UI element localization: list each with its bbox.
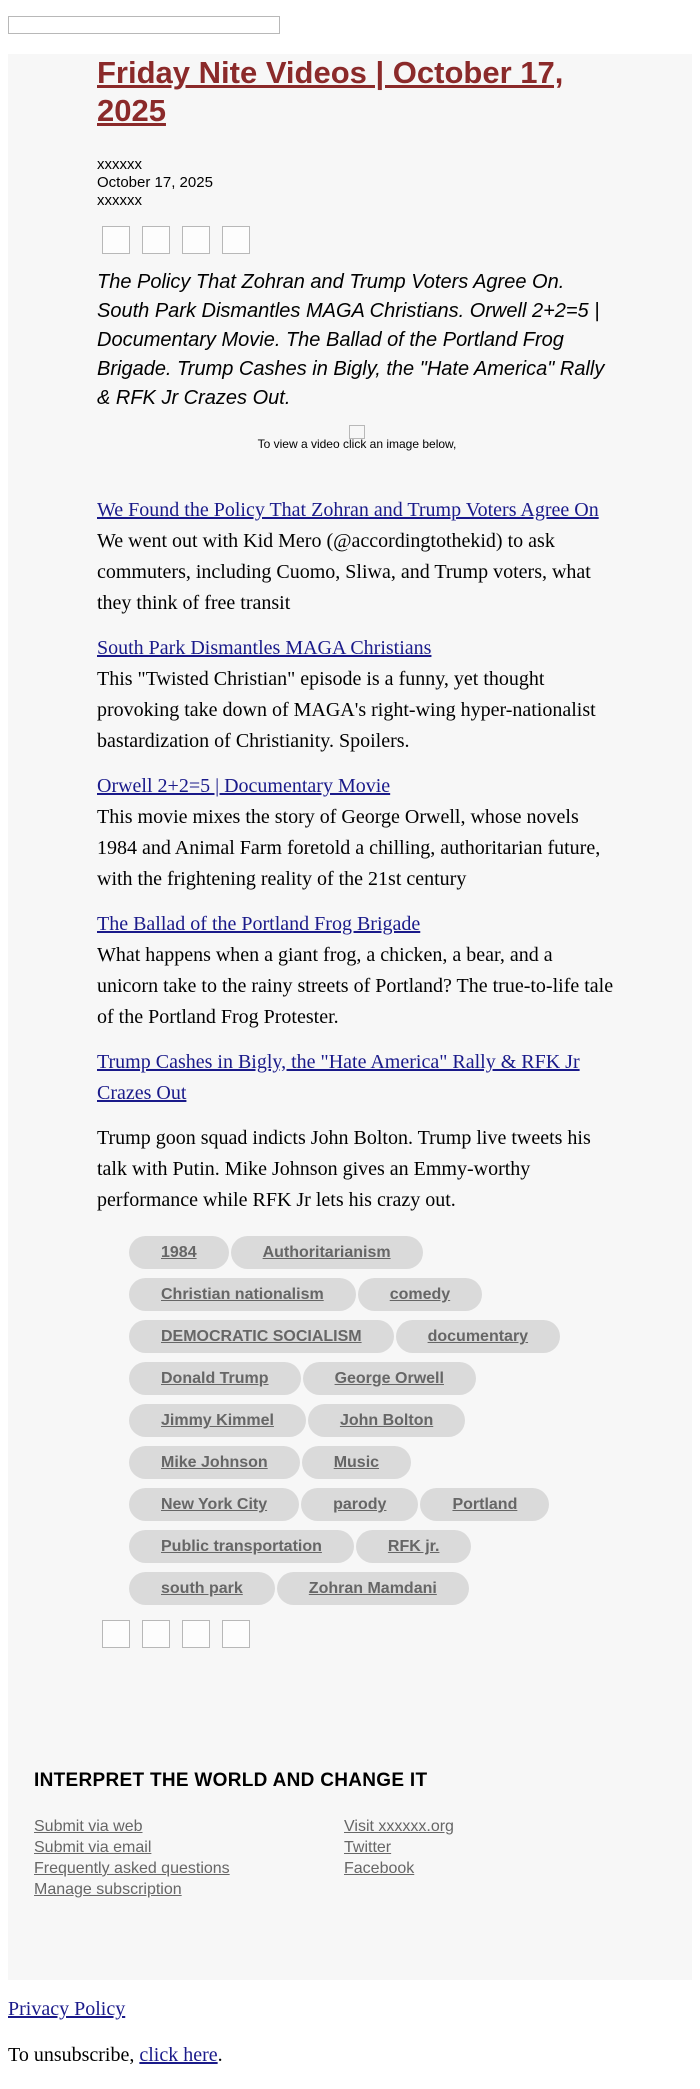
video-description: Trump goon squad indicts John Bolton. Trump live tweets his talk with Putin. Mike Johnson gives an Emmy-worthy performance while RFK Jr lets his crazy out. <box>97 1127 591 1211</box>
tag-link[interactable]: 1984 <box>129 1236 229 1269</box>
unsubscribe-prefix: To unsubscribe, <box>8 2044 140 2066</box>
video-link[interactable]: Orwell 2+2=5 | Documentary Movie <box>97 775 391 797</box>
video-item <box>97 909 617 1033</box>
summary-text: The Policy That Zohran and Trump Voters Agree On. South Park Dismantles MAGA Christians. Orwell 2+2=5 | Documentary Movie. The Ballad of the Portland Frog Brigade. Trump Cashes in Bigly, the "Hate America" Rally & RFK Jr Crazes Out. <box>97 271 605 409</box>
share-icon[interactable] <box>222 226 250 254</box>
share-icon[interactable] <box>102 1620 130 1648</box>
tag-link[interactable]: parody <box>301 1488 418 1521</box>
header-logo-image[interactable] <box>8 16 280 34</box>
footer-columns <box>34 1816 674 1900</box>
tag-link[interactable]: Zohran Mamdani <box>277 1572 469 1605</box>
footer-heading: INTERPRET THE WORLD AND CHANGE IT <box>34 1770 428 1791</box>
tag-link[interactable]: RFK jr. <box>356 1530 472 1563</box>
tag-link[interactable]: Donald Trump <box>129 1362 301 1395</box>
tag-link[interactable]: comedy <box>358 1278 482 1311</box>
share-icons-bottom <box>97 1620 617 1648</box>
meta-bottom: xxxxxx <box>97 192 142 209</box>
post-meta <box>97 156 617 210</box>
video-description: This movie mixes the story of George Orwell, whose novels 1984 and Animal Farm foretold a chilling, authoritarian future, with the frightening reality of the 21st century <box>97 806 601 890</box>
share-icon[interactable] <box>182 226 210 254</box>
faq-link[interactable]: Frequently asked questions <box>34 1860 230 1877</box>
unsubscribe-link[interactable]: click here <box>139 2044 218 2066</box>
share-icon[interactable] <box>142 1620 170 1648</box>
share-icon[interactable] <box>102 226 130 254</box>
tag-link[interactable]: George Orwell <box>303 1362 476 1395</box>
tag-link[interactable]: Public transportation <box>129 1530 354 1563</box>
tag-link[interactable]: John Bolton <box>308 1404 465 1437</box>
share-icon[interactable] <box>182 1620 210 1648</box>
tag-link[interactable]: New York City <box>129 1488 299 1521</box>
newsletter-content <box>97 54 617 1648</box>
tag-link[interactable]: Music <box>302 1446 411 1479</box>
video-item <box>97 495 617 619</box>
video-item <box>97 633 617 757</box>
legal-footer <box>8 1996 223 2068</box>
tag-link[interactable]: Portland <box>420 1488 549 1521</box>
unsubscribe-suffix: . <box>217 2044 223 2066</box>
footer <box>34 1770 674 1900</box>
submit-email-link[interactable]: Submit via email <box>34 1839 152 1856</box>
view-note-text: To view a video click an image below, <box>257 437 457 451</box>
video-link[interactable]: We Found the Policy That Zohran and Trump Voters Agree On <box>97 499 599 521</box>
privacy-policy-link[interactable]: Privacy Policy <box>8 1998 126 2020</box>
share-icon[interactable] <box>142 226 170 254</box>
footer-left-column <box>34 1816 344 1900</box>
video-link[interactable]: The Ballad of the Portland Frog Brigade <box>97 913 421 935</box>
view-note <box>97 425 617 449</box>
post-date: October 17, 2025 <box>97 174 213 191</box>
video-description: We went out with Kid Mero (@accordingtothekid) to ask commuters, including Cuomo, Sliwa, and Trump voters, what they think of free transit <box>97 530 591 614</box>
tag-link[interactable]: Christian nationalism <box>129 1278 356 1311</box>
visit-site-link[interactable]: Visit xxxxxx.org <box>344 1818 454 1835</box>
video-item <box>97 1047 617 1216</box>
newsletter-panel <box>8 54 692 1980</box>
video-link[interactable]: Trump Cashes in Bigly, the "Hate America" Rally & RFK Jr Crazes Out <box>97 1051 580 1104</box>
tag-link[interactable]: documentary <box>396 1320 560 1353</box>
video-description: What happens when a giant frog, a chicken, a bear, and a unicorn take to the rainy streets of Portland? The true-to-life tale of the Portland Frog Protester. <box>97 944 614 1028</box>
share-icons-top <box>97 226 617 254</box>
tag-link[interactable]: DEMOCRATIC SOCIALISM <box>129 1320 394 1353</box>
tag-link[interactable]: Authoritarianism <box>231 1236 423 1269</box>
tag-list <box>97 1236 599 1614</box>
twitter-link[interactable]: Twitter <box>344 1839 392 1856</box>
tag-link[interactable]: Mike Johnson <box>129 1446 300 1479</box>
video-link[interactable]: South Park Dismantles MAGA Christians <box>97 637 432 659</box>
tag-link[interactable]: Jimmy Kimmel <box>129 1404 306 1437</box>
facebook-link[interactable]: Facebook <box>344 1860 415 1877</box>
video-item <box>97 771 617 895</box>
submit-web-link[interactable]: Submit via web <box>34 1818 143 1835</box>
tag-link[interactable]: south park <box>129 1572 275 1605</box>
meta-top: xxxxxx <box>97 156 142 173</box>
footer-right-column <box>344 1816 654 1900</box>
manage-subscription-link[interactable]: Manage subscription <box>34 1881 182 1898</box>
share-icon[interactable] <box>222 1620 250 1648</box>
unsubscribe-line <box>8 2042 223 2068</box>
video-description: This "Twisted Christian" episode is a funny, yet thought provoking take down of MAGA's right-wing hyper-nationalist bastardization of Christianity. Spoilers. <box>97 668 596 752</box>
page-title[interactable]: Friday Nite Videos | October 17, 2025 <box>97 55 564 128</box>
video-list <box>97 495 617 1216</box>
